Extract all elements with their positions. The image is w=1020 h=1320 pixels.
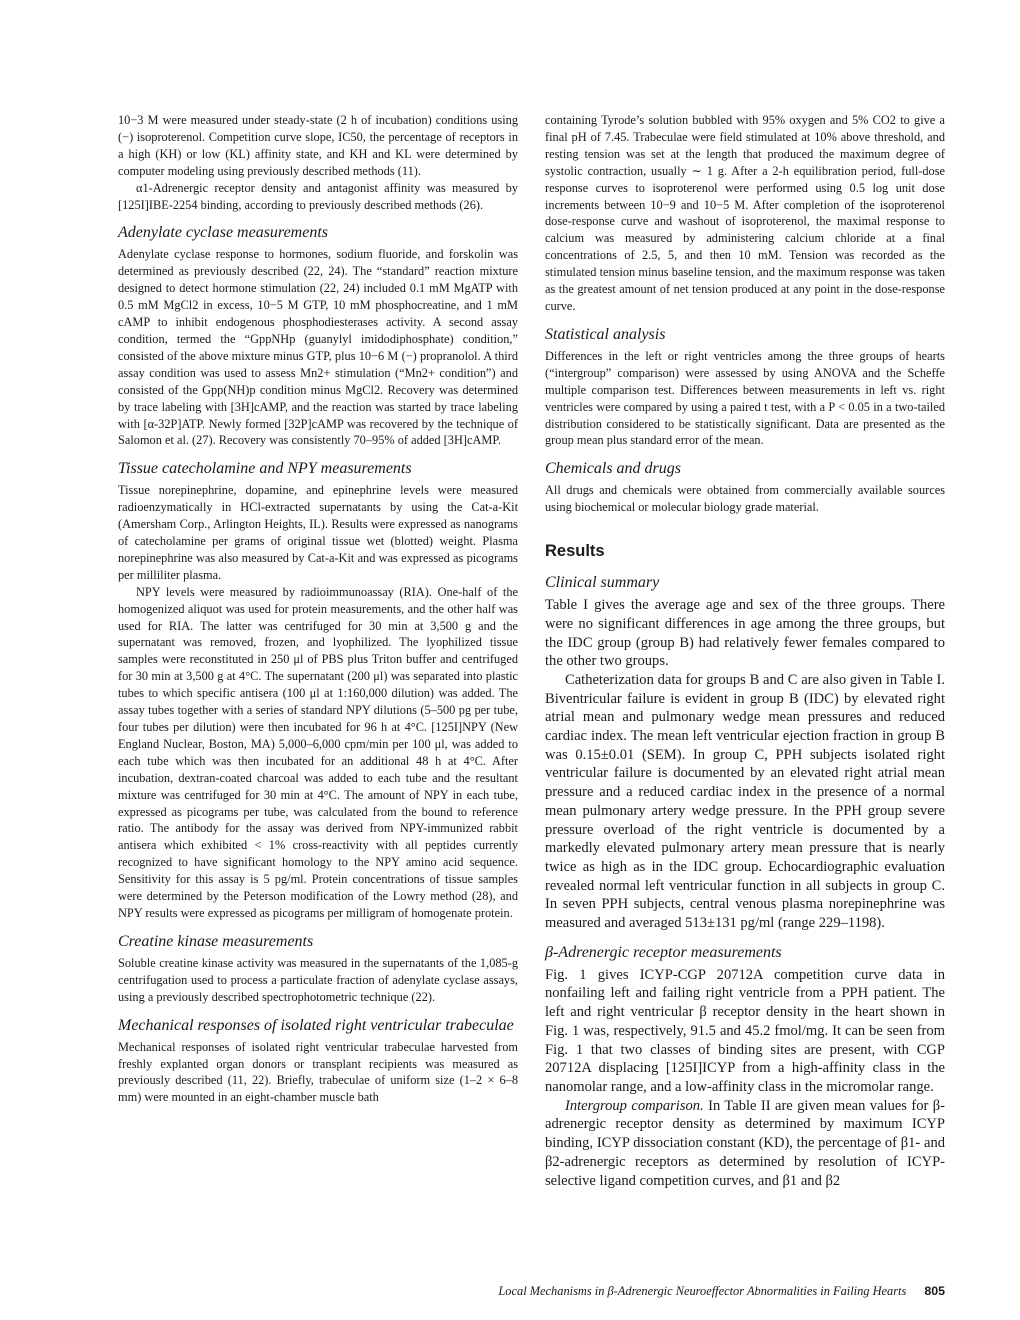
section-heading-beta: β-Adrenergic receptor measurements [545, 943, 782, 961]
section-heading-statistical: Statistical analysis [545, 325, 666, 343]
paragraph: Catheterization data for groups B and C are also given in Table I. Biventricular failure is evident in group B (IDC) by elevated right atrial mean and pulmonary wedge mean pressures and reduced cardiac index. The mean left ventricular ejection fraction in group B was 0.15±0.01 (SEM). In group C, PPH subjects isolated right ventricular failure is documented by an elevated right atrial mean pressure and a reduced cardiac index in the presence of a normal mean pulmonary artery wedge pressure. In the PPH group severe pressure overload of the right ventricle is documented by a markedly elevated pulmonary artery mean pressure that is nearly twice as high as in the IDC group. Echocardiographic evaluation revealed normal left ventricular function in all subjects in group C. In seven PPH subjects, central venous plasma norepinephrine was measured and averaged 513±131 pg/ml (range 229–1198). [545, 671, 945, 932]
section-heading-creatine: Creatine kinase measurements [118, 932, 314, 950]
left-column [118, 112, 518, 1106]
paragraph: containing Tyrode’s solution bubbled with 95% oxygen and 5% CO2 to give a final pH of 7.45. Trabeculae were field stimulated at 10% above threshold, and resting tension was set at the length that produced the maximum degree of systolic contraction, usually ∼ 1 g. After a 2-h equilibration period, full-dose response curves to isoproterenol were performed using 0.5 log unit dose increments between 10−9 and 10−5 M. After completion of the isoproterenol dose-response curve and washout of isoproterenol, the maximal response to calcium was measured by administering calcium chloride at a final concentrations of 2.5, 5, and then 10 mM. Tension was recorded as the stimulated tension minus baseline tension, and the maximum response was taken as the greatest amount of net tension produced at any point in the dose-response curve. [545, 113, 945, 313]
paragraph: Soluble creatine kinase activity was measured in the supernatants of the 1,085-g centrifugation used to process a particulate fraction of adenylate cyclase assays, using a previously described spectrophotometric technique (22). [118, 955, 518, 1004]
running-title: Local Mechanisms in β-Adrenergic Neuroeffector Abnormalities in Failing Hearts [498, 1284, 907, 1298]
section-heading-results: Results [545, 542, 605, 561]
section-heading-clinical: Clinical summary [545, 574, 660, 592]
paragraph: Tissue norepinephrine, dopamine, and epinephrine levels were measured radioenzymatically in HCl-extracted supernatants by using the Cat-a-Kit (Amersham Corp., Arlington Heights, IL). Results were expressed as nanograms of catecholamine per grams of original tissue wet (blotted) weight. Plasma norepinephrine was also measured by Cat-a-Kit and was expressed as picograms per milliliter plasma. [118, 483, 518, 582]
page-footer [0, 1284, 945, 1299]
paragraph: Differences in the left or right ventricles among the three groups of hearts (“intergroup” comparison) were assessed by using ANOVA and the Scheffe multiple comparison test. Differences between measurements in left vs. right ventricles were compared by using a paired t test, with a P < 0.05 in a two-tailed distribution considered to be statistically significant. Data are presented as the group mean plus standard error of the mean. [545, 348, 945, 448]
section-heading-tissue: Tissue catecholamine and NPY measurements [118, 460, 412, 478]
section-heading-chemicals: Chemicals and drugs [545, 460, 681, 478]
paragraph: All drugs and chemicals were obtained from commercially available sources using biochemical or molecular biology grade material. [545, 483, 945, 515]
paragraph: Fig. 1 gives ICYP-CGP 20712A competition curve data in nonfailing left and failing right ventricle from a PPH patient. The left and right ventricular β receptor density in the heart shown in Fig. 1 was, respectively, 91.5 and 45.2 fmol/mg. It can be seen from Fig. 1 that two classes of binding sites are present, with CGP 20712A displacing [125I]ICYP from a high-affinity class in the nanomolar range, and a low-affinity class in the micromolar range. [545, 966, 945, 1095]
page-number: 805 [924, 1284, 945, 1298]
paragraph: Mechanical responses of isolated right ventricular trabeculae harvested from freshly explanted organ donors or transplant recipients was measured as previously described (11, 22). Briefly, trabeculae of uniform size (1–2 × 6–8 mm) were mounted in an eight-chamber muscle bath [118, 1039, 518, 1105]
run-in-heading: Intergroup comparison. [565, 1097, 704, 1114]
paragraph [545, 1097, 945, 1191]
section-heading-adenylate: Adenylate cyclase measurements [118, 224, 328, 242]
paragraph: Table I gives the average age and sex of the three groups. There were no significant differences in age among the three groups, but the IDC group (group B) had relatively fewer females compared to the other two groups. [545, 597, 945, 670]
paragraph: NPY levels were measured by radioimmunoassay (RIA). One-half of the homogenized aliquot was used for protein measurements, and the other half was used for RIA. The latter was centrifuged for 30 min at 3,500 g and the supernatant was removed, frozen, and lyophilized. The lyophilized tissue samples were reconstituted in 250 μl of PBS plus Triton buffer and centrifuged for 30 min at 3,500 g at 4°C. The supernatant (200 μl) was separated into plastic tubes to which specific antisera (100 μl at 1:160,000 dilution) was added. The assay tubes together with a series of standard NPY dilutions (5–500 pg per tube, four tubes per dilution) were then incubated for 96 h at 4°C. [125I]NPY (New England Nuclear, Boston, MA) 5,000–6,000 cpm/min per 100 μl, was added to each tube which was then incubated for an additional 48 h at 4°C. After incubation, dextran-coated charcoal was added to each tube and the resultant mixture was centrifuged for 30 min at 4°C. The amount of NPY in each tube, expressed as picograms per tube, was calculated from the bound to reference ratio. The antibody for the assay was derived from NPY-immunized rabbit antisera which exhibited < 1% cross-reactivity with all peptides currently recognized to have significant homology to the NPY amino acid sequence. Sensitivity for this assay is 5 pg/ml. Protein concentrations of tissue samples were determined by the Peterson modification of the Lowry method (28), and NPY results were expressed as picograms per milligram of homogenate protein. [118, 584, 518, 920]
paragraph: 10−3 M were measured under steady-state (2 h of incubation) conditions using (−) isoproterenol. Competition curve slope, IC50, the percentage of receptors in a high (KH) or low (KL) affinity state, and KH and KL were determined by computer modeling using previously described methods (11). [118, 113, 518, 178]
section-heading-mechanical: Mechanical responses of isolated right ventricular trabeculae [118, 1016, 514, 1034]
right-column [545, 112, 945, 1190]
paragraph: α1-Adrenergic receptor density and antagonist affinity was measured by [125I]IBE-2254 binding, according to previously described methods (26). [118, 180, 518, 212]
paragraph-text: In Table II are given mean values for β-adrenergic receptor density as determined by maximum ICYP binding, ICYP dissociation constant (KD), the percentage of β1- and β2-adrenergic receptors as determined by resolution of ICYP-selective ligand competition curves, and β1 and β2 [545, 1097, 945, 1189]
paragraph: Adenylate cyclase response to hormones, sodium fluoride, and forskolin was determined as previously described (22, 24). The “standard” reaction mixture designed to detect hormone stimulation (22, 24) included 0.1 mM MgATP with 0.5 mM MgCl2 in excess, 10−5 M GTP, 10 mM phosphocreatine, and 1 mM cAMP to inhibit endogenous phosphodiesterases activity. A second assay condition, termed the “GppNHp (guanylyl imidodiphosphate) condition,” consisted of the above mixture minus GTP, plus 10−6 M (−) propranolol. A third assay condition was used to assess Mn2+ stimulation (“Mn2+ condition”) and consisted of the Gpp(NH)p condition minus MgCl2. Recovery was determined by trace labeling with [3H]cAMP, and the reaction was started by trace labeling with [α-32P]ATP. Newly formed [32P]cAMP was recovered by the technique of Salomon et al. (27). Recovery was consistently 70–95% of added [3H]cAMP. [118, 247, 518, 448]
